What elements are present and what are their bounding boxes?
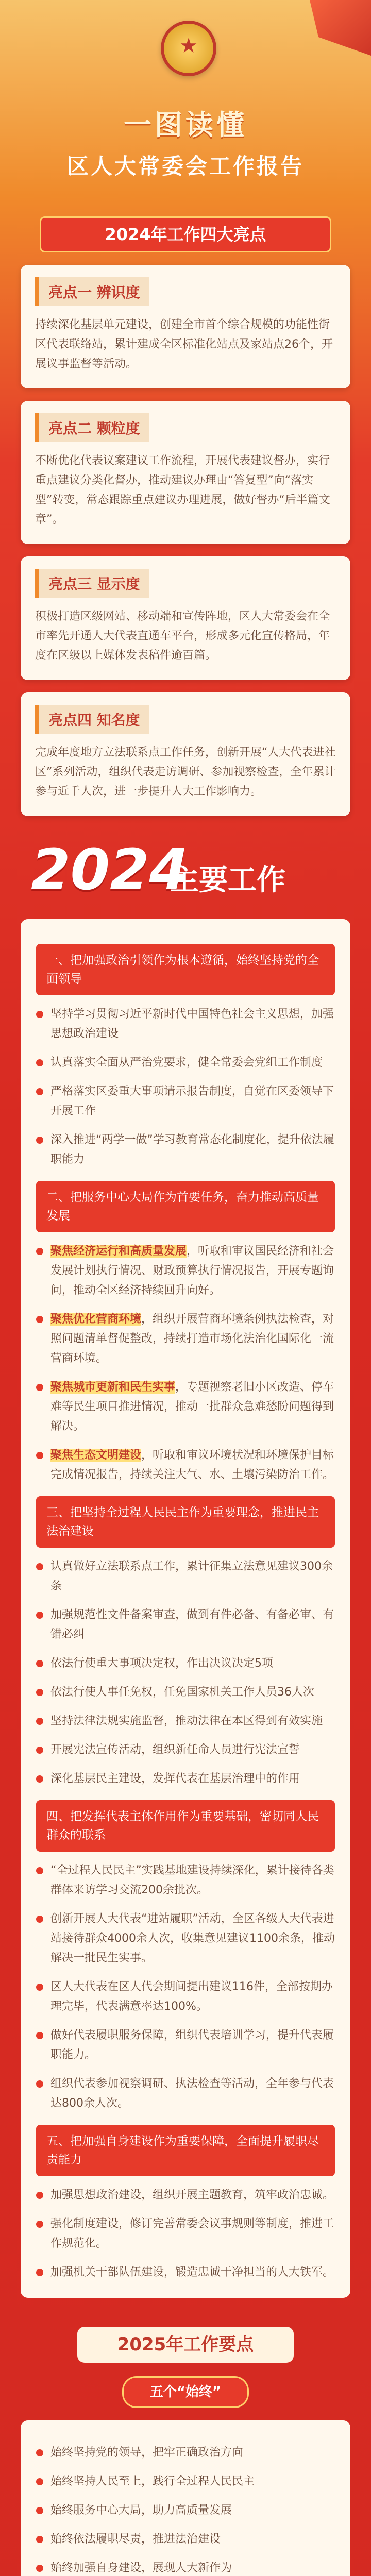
work-item-body: 坚持法律法规实施监督，推动法律在本区得到有效实施 (50, 1715, 323, 1727)
bullet-icon (36, 2269, 43, 2276)
bullet-icon (36, 1689, 43, 1696)
work-item-text (50, 2263, 334, 2282)
work-item-body: 深入推进“两学一做”学习教育常态化制度化，提升依法履职能力 (50, 1133, 334, 1166)
hero-kicker: 一图读懂 (124, 108, 247, 141)
bullet-icon (36, 1867, 43, 1874)
work-item-body: ，组织开展营商环境条例执法检查，对照问题清单督促整改，持续打造市场化法治化国际化一流营商环境。 (50, 1313, 334, 1365)
work-item-text (50, 1242, 335, 1300)
work-item (36, 1769, 335, 1789)
work-item (36, 2214, 335, 2253)
bullet-icon (36, 1248, 43, 1255)
work-item (36, 2074, 335, 2113)
work-item (36, 1654, 335, 1673)
highlight-tag: 亮点四 知名度 (35, 705, 149, 734)
plan-item (36, 2472, 335, 2492)
work-item (36, 1310, 335, 1368)
work-item-text (50, 1977, 335, 2016)
bullet-icon (36, 1059, 43, 1066)
bullet-icon (36, 1011, 43, 1018)
work-item-text (50, 1683, 314, 1702)
highlight-tag: 亮点三 显示度 (35, 569, 149, 598)
work-item (36, 1082, 335, 1121)
work-item-body: 做好代表履职服务保障，组织代表培训学习，提升代表履职能力。 (50, 2029, 334, 2061)
plan-item (36, 2530, 335, 2549)
plan-item-text: 始终服务中心大局，助力高质量发展 (50, 2504, 232, 2517)
report-title: 区人大常委会工作报告 (66, 154, 304, 179)
bullet-icon (36, 1775, 43, 1783)
bullet-icon (36, 1088, 43, 1095)
bullet-icon (36, 2032, 43, 2039)
work-item (36, 1378, 335, 1436)
work-item (36, 1557, 335, 1596)
bullet-icon (36, 2478, 43, 2485)
work-item (36, 2263, 335, 2282)
work-item (36, 1605, 335, 1645)
bullet-icon (36, 1747, 43, 1754)
work-item-text (50, 1654, 273, 1673)
red-flag-decoration (283, 0, 371, 62)
highlight-tag: 亮点二 颗粒度 (35, 413, 149, 442)
bullet-icon (36, 2192, 43, 2199)
highlight-card (21, 556, 350, 680)
work-item-text (50, 2214, 335, 2253)
work-item-body: 开展宪法宣传活动，组织新任命人员进行宪法宣誓 (50, 1743, 300, 1756)
work-item-body: 依法行使人事任免权，任免国家机关工作人员36人次 (50, 1686, 314, 1699)
plan-2025-panel (21, 2420, 350, 2576)
plan-item-text: 始终坚持人民至上，践行全过程人民民主 (50, 2475, 255, 2488)
highlight-card (21, 265, 350, 388)
work-item (36, 2185, 335, 2205)
highlight-text: 不断优化代表议案建议工作流程，开展代表建议督办，实行重点建议分类化督办，推动建议办理由“答复型”向“落实型”转变，常态跟踪重点建议办理进展，做好督办“后半篇文章”。 (35, 454, 330, 526)
bullet-icon (36, 2221, 43, 2228)
bullet-icon (36, 1916, 43, 1923)
plan-item-text: 始终加强自身建设，展现人大新作为 (50, 2562, 232, 2574)
work-item-text (50, 1310, 335, 1368)
plan-item-text: 始终依法履职尽责，推进法治建设 (50, 2533, 221, 2546)
highlight-text: 完成年度地方立法联系点工作任务，创新开展“人大代表进社区”系列活动，组织代表走访调研、参加视察检查，全年累计参与近千人次，进一步提升人大工作影响力。 (35, 746, 336, 798)
work-item-body: 严格落实区委重大事项请示报告制度，自觉在区委领导下开展工作 (50, 1085, 334, 1117)
work-year: 2024 (31, 837, 189, 903)
work-panel (21, 919, 350, 2298)
work-item (36, 1683, 335, 1702)
work-item-highlight: 聚焦生态文明建设 (50, 1449, 142, 1462)
work-item (36, 1053, 335, 1073)
work-item-text (50, 1605, 335, 1645)
work-block-heading: 三、把坚持全过程人民民主作为重要理念，推进民主法治建设 (36, 1496, 335, 1548)
hero-banner (0, 0, 371, 216)
work-item-text (50, 1053, 323, 1073)
work-block-heading: 二、把服务中心大局作为首要任务，奋力推动高质量发展 (36, 1181, 335, 1232)
bullet-icon (36, 2507, 43, 2514)
work-block-heading: 一、把加强政治引领作为根本遵循，始终坚持党的全面领导 (36, 944, 335, 995)
work-item (36, 1977, 335, 2016)
plan-item-text: 始终坚持党的领导，把牢正确政治方向 (50, 2446, 244, 2459)
plan-item (36, 2501, 335, 2520)
work-item-text (50, 1557, 335, 1596)
work-item-body: ，专题视察老旧小区改造、停车难等民生项目推进情况，推动一批群众急难愁盼问题得到解决。 (50, 1381, 334, 1433)
bullet-icon (36, 2449, 43, 2456)
bullet-icon (36, 2080, 43, 2088)
work-item (36, 2026, 335, 2065)
work-item-body: 组织代表参加视察调研、执法检查等活动，全年参与代表达800余人次。 (50, 2077, 334, 2110)
highlight-text: 积极打造区级网站、移动端和宣传阵地，区人大常委会在全市率先开通人大代表直通车平台，形成多元化宣传格局，年度在区级以上媒体发表稿件逾百篇。 (35, 610, 330, 662)
highlights-title: 2024年工作四大亮点 (40, 216, 331, 252)
work-item-body: 加强机关干部队伍建设，锻造忠诚干净担当的人大铁军。 (50, 2266, 334, 2279)
work-item-text (50, 1378, 335, 1436)
bullet-icon (36, 1316, 43, 1323)
work-item (36, 1130, 335, 1170)
work-item-body: 坚持学习贯彻习近平新时代中国特色社会主义思想，加强思想政治建设 (50, 1008, 334, 1040)
work-item (36, 1711, 335, 1731)
work-item-body: 深化基层民主建设，发挥代表在基层治理中的作用 (50, 1772, 300, 1785)
plan-item (36, 2443, 335, 2463)
highlight-text: 持续深化基层单元建设，创建全市首个综合规模的功能性街区代表联络站，累计建成全区标准化站点及家站点26个，开展议事监督等活动。 (35, 318, 333, 370)
bullet-icon (36, 1984, 43, 1991)
bullet-icon (36, 1612, 43, 1619)
work-item (36, 1005, 335, 1044)
work-item-text (50, 2185, 334, 2205)
bullet-icon (36, 2536, 43, 2543)
plan-item (36, 2558, 335, 2576)
bullet-icon (36, 1660, 43, 1667)
work-item-text (50, 1861, 335, 1900)
work-item (36, 1740, 335, 1760)
work-header (0, 837, 371, 919)
work-item-highlight: 聚焦经济运行和高质量发展 (50, 1245, 187, 1258)
plan-2025-title: 2025年工作要点 (77, 2327, 294, 2363)
plan-2025-tag: 五个“始终” (122, 2376, 249, 2408)
work-item-text (50, 1711, 323, 1731)
work-item (36, 1446, 335, 1485)
work-item (36, 1861, 335, 1900)
work-item-body: 加强思想政治建设，组织开展主题教育，筑牢政治忠诚。 (50, 2189, 334, 2201)
work-item-body: 认真做好立法联系点工作，累计征集立法意见建议300余条 (50, 1560, 333, 1592)
bullet-icon (36, 2565, 43, 2572)
highlight-card (21, 401, 350, 544)
work-item-text (50, 2074, 335, 2113)
bullet-icon (36, 1718, 43, 1725)
work-item-body: 强化制度建设，修订完善常委会议事规则等制度，推进工作规范化。 (50, 2217, 334, 2250)
work-block-heading: 四、把发挥代表主体作用作为重要基础，密切同人民群众的联系 (36, 1800, 335, 1852)
bullet-icon (36, 1563, 43, 1570)
work-item-body: 认真落实全面从严治党要求，健全常委会党组工作制度 (50, 1056, 323, 1069)
work-item-highlight: 聚焦优化营商环境 (50, 1313, 142, 1326)
work-item-body: 加强规范性文件备案审查，做到有件必备、有备必审、有错必纠 (50, 1608, 334, 1641)
work-item-body: “全过程人民民主”实践基地建设持续深化，累计接待各类群体来访学习交流200余批次。 (50, 1864, 334, 1896)
work-item-body: 区人大代表在区人代会期间提出建议116件，全部按期办理完毕，代表满意率达100%。 (50, 1980, 333, 2013)
work-item (36, 1909, 335, 1968)
work-item-body: 创新开展人大代表“进站履职”活动，全区各级人大代表进站接待群众4000余人次，收集意见建议1100余条，推动解决一批民生实事。 (50, 1912, 335, 1964)
bullet-icon (36, 1452, 43, 1459)
work-item-text (50, 1005, 335, 1044)
work-item-text (50, 1446, 335, 1485)
work-item-text (50, 1740, 300, 1760)
work-item-body: ，听取和审议国民经济和社会发展计划执行情况、财政预算执行情况报告，开展专题询问，推动全区经济持续回升向好。 (50, 1245, 334, 1297)
highlight-tag: 亮点一 辨识度 (35, 277, 149, 306)
bullet-icon (36, 1384, 43, 1391)
highlight-card (21, 692, 350, 816)
work-item-body: ，听取和审议环境状况和环境保护目标完成情况报告，持续关注大气、水、土壤污染防治工作。 (50, 1449, 334, 1481)
work-item-text (50, 2026, 335, 2065)
work-item-highlight: 聚焦城市更新和民生实事 (50, 1381, 176, 1394)
work-item-text (50, 1082, 335, 1121)
work-item-body: 依法行使重大事项决定权，作出决议决定5项 (50, 1657, 273, 1670)
work-item-text (50, 1769, 300, 1789)
work-item-text (50, 1909, 335, 1968)
work-title: 主要工作 (170, 863, 285, 897)
national-emblem-icon (161, 21, 216, 76)
work-item-text (50, 1130, 335, 1170)
work-block-heading: 五、把加强自身建设作为重要保障，全面提升履职尽责能力 (36, 2125, 335, 2176)
work-item (36, 1242, 335, 1300)
bullet-icon (36, 1137, 43, 1144)
